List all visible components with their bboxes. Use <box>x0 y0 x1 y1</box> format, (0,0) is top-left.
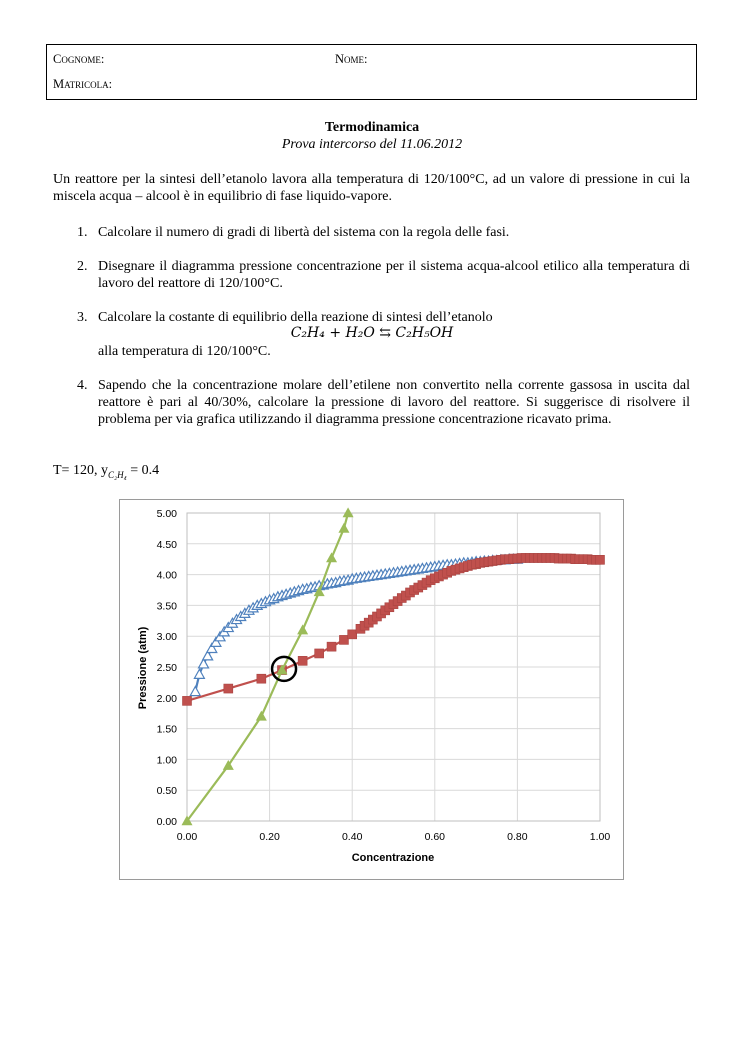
data-point <box>183 696 192 705</box>
data-point <box>298 625 308 634</box>
y-subscript: C₂H₄ <box>107 469 127 480</box>
y-tick-label: 4.50 <box>156 538 177 551</box>
question-text: Calcolare la costante di equilibrio della reazione di sintesi dell’etanolo <box>98 310 493 325</box>
question-number: 1. <box>77 225 88 240</box>
chart-svg <box>120 500 623 879</box>
question-number: 3. <box>77 310 88 325</box>
data-point <box>339 523 349 532</box>
question-text: Sapendo che la concentrazione molare dell’etilene non convertito nella corrente gassosa in uscita dal reattore è pari al 40/30%, calcolare la pressione di lavoro del reattore. Si suggerisce di risolvere il problema per via grafica utilizzando il diagramma pressione concentrazione ricavato prima. <box>98 378 690 427</box>
data-point <box>315 649 324 658</box>
data-point <box>596 555 605 564</box>
data-point <box>327 553 337 562</box>
x-axis-label: Concentrazione <box>351 852 435 864</box>
question-number: 2. <box>77 259 88 274</box>
y-tick-label: 1.50 <box>156 723 177 736</box>
x-tick-label: 0.40 <box>341 831 363 843</box>
reaction-equation: C₂H₄ + H₂O ⇆ C₂H₅OH <box>290 325 454 341</box>
y-value: = 0.4 <box>126 463 160 478</box>
y-tick-label: 1.00 <box>156 754 177 767</box>
temperature-text: T= 120, y <box>53 463 108 478</box>
x-tick-label: 1.00 <box>589 831 611 843</box>
y-tick-label: 0.50 <box>156 785 177 798</box>
data-point <box>257 674 266 683</box>
data-point <box>256 711 266 720</box>
y-tick-label: 5.00 <box>156 508 177 520</box>
data-point <box>224 684 233 693</box>
x-tick-label: 0.00 <box>176 831 198 843</box>
y-tick-label: 3.50 <box>156 600 177 613</box>
data-point <box>190 687 200 696</box>
y-tick-label: 4.00 <box>156 569 177 582</box>
student-info-box <box>46 44 697 100</box>
intro-paragraph: Un reattore per la sintesi dell’etanolo lavora alla temperatura di 120/100°C, ad un valore di pressione in cui la miscela acqua – alcool è in equilibrio di fase liquido-vapore. <box>53 172 690 204</box>
data-point <box>348 630 357 639</box>
y-tick-label: 2.00 <box>156 692 177 705</box>
data-point <box>194 669 204 678</box>
question-number: 4. <box>77 378 88 393</box>
data-point <box>298 656 307 665</box>
data-point <box>339 635 348 644</box>
nome-label: Nome: <box>335 52 368 66</box>
y-tick-label: 0.00 <box>156 816 177 828</box>
y-axis-label: Pressione (atm) <box>137 626 149 710</box>
page-subtitle: Prova intercorso del 11.06.2012 <box>281 137 463 152</box>
x-tick-label: 0.80 <box>507 831 528 843</box>
y-tick-label: 3.00 <box>156 631 177 644</box>
matricola-label: Matricola: <box>53 77 113 91</box>
question-text-continued: alla temperatura di 120/100°C. <box>98 344 271 359</box>
temperature-line <box>53 463 159 480</box>
pressure-concentration-chart <box>119 499 624 880</box>
question-text: Disegnare il diagramma pressione concentrazione per il sistema acqua-alcool etilico alla temperatura di lavoro del reattore di 120/100°C. <box>98 259 690 291</box>
series-line-red <box>187 558 600 701</box>
page-title: Termodinamica <box>324 120 420 135</box>
data-point <box>327 642 336 651</box>
question-text: Calcolare il numero di gradi di libertà del sistema con la regola delle fasi. <box>98 225 510 240</box>
x-tick-label: 0.20 <box>259 831 280 843</box>
x-tick-label: 0.60 <box>424 831 446 843</box>
cognome-label: Cognome: <box>53 52 105 66</box>
y-tick-label: 2.50 <box>156 662 177 674</box>
